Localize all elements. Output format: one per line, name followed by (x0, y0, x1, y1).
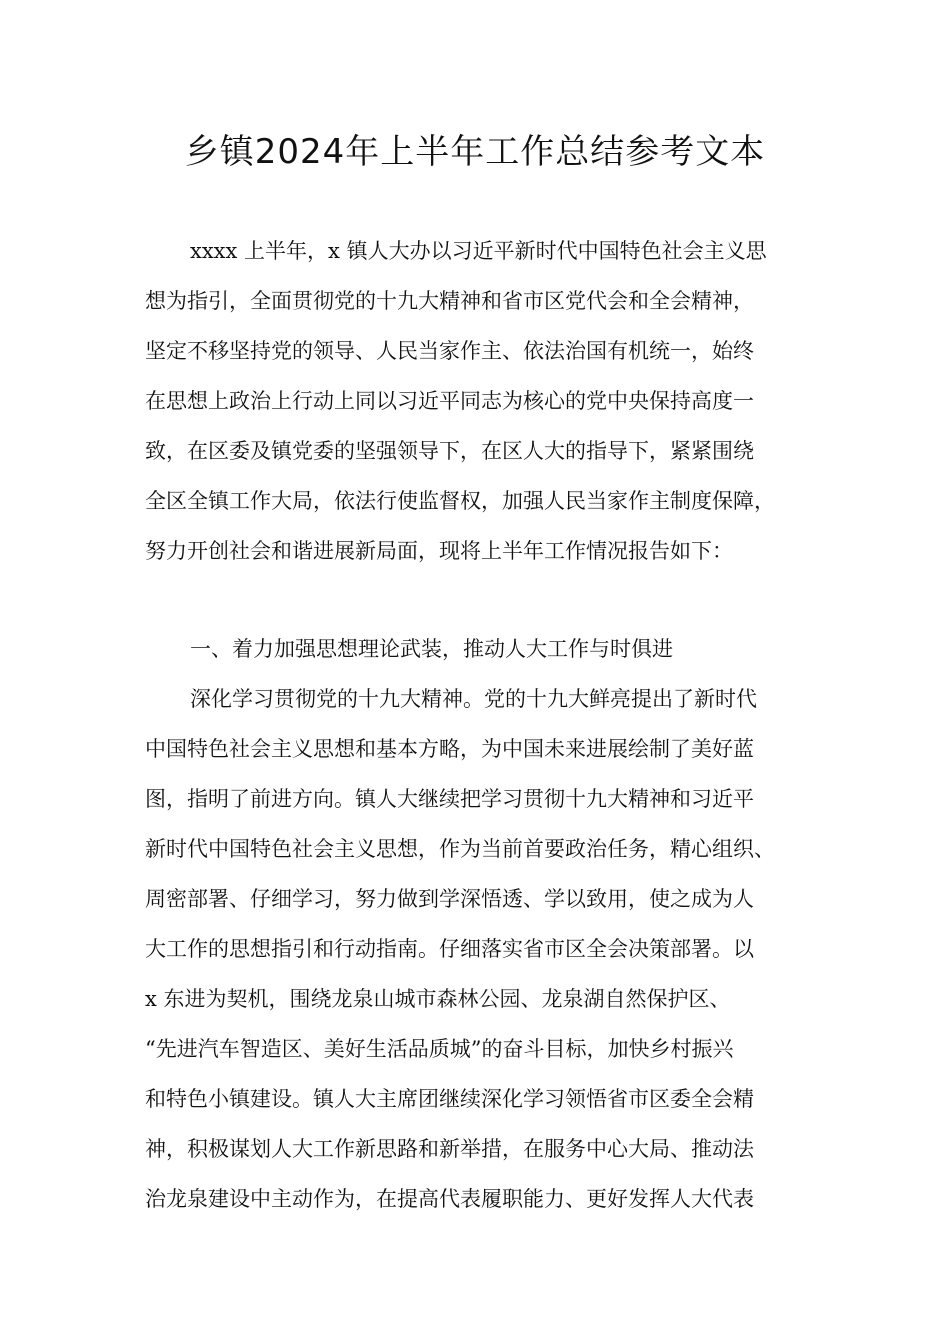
section-line-3: 图，指明了前进方向。镇人大继续把学习贯彻十九大精神和习近平 (145, 787, 754, 811)
section-heading: 一、着力加强思想理论武装，推动人大工作与时俱进 (190, 637, 673, 661)
section-line-7: x 东进为契机，围绕龙泉山城市森林公园、龙泉湖自然保护区、 (145, 987, 731, 1011)
section-line-2: 中国特色社会主义思想和基本方略，为中国未来进展绘制了美好蓝 (145, 737, 754, 761)
intro-line-4: 在思想上政治上行动上同以习近平同志为核心的党中央保持高度一 (145, 389, 754, 413)
section-line-5: 周密部署、仔细学习，努力做到学深悟透、学以致用，使之成为人 (145, 887, 754, 911)
section-line-10: 神，积极谋划人大工作新思路和新举措，在服务中心大局、推动法 (145, 1137, 754, 1161)
section-line-11: 治龙泉建设中主动作为，在提高代表履职能力、更好发挥人大代表 (145, 1187, 754, 1211)
intro-line-6: 全区全镇工作大局，依法行使监督权，加强人民当家作主制度保障， (145, 489, 775, 513)
intro-line-5: 致，在区委及镇党委的坚强领导下，在区人大的指导下，紧紧围绕 (145, 439, 754, 463)
intro-line-2: 想为指引，全面贯彻党的十九大精神和省市区党代会和全会精神， (145, 289, 754, 313)
section-line-9: 和特色小镇建设。镇人大主席团继续深化学习领悟省市区委全会精 (145, 1087, 754, 1111)
intro-line-1: xxxx 上半年，x 镇人大办以习近平新时代中国特色社会主义思 (190, 239, 767, 263)
section-line-6: 大工作的思想指引和行动指南。仔细落实省市区全会决策部署。以 (145, 937, 754, 961)
section-line-4: 新时代中国特色社会主义思想，作为当前首要政治任务，精心组织、 (145, 837, 775, 861)
intro-line-7: 努力开创社会和谐进展新局面，现将上半年工作情况报告如下： (145, 539, 733, 563)
section-line-8: “先进汽车智造区、美好生活品质城”的奋斗目标，加快乡村振兴 (145, 1037, 734, 1061)
intro-line-3: 坚定不移坚持党的领导、人民当家作主、依法治国有机统一，始终 (145, 339, 754, 363)
section-line-1: 深化学习贯彻党的十九大精神。党的十九大鲜亮提出了新时代 (190, 687, 757, 711)
document-title: 乡镇2024年上半年工作总结参考文本 (184, 132, 766, 172)
